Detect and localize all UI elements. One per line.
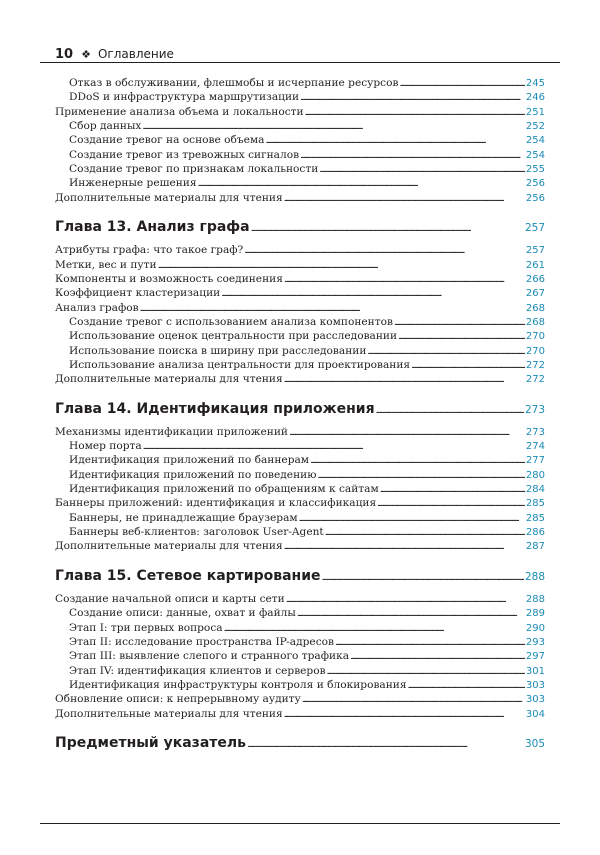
toc-section-entry <box>55 496 545 510</box>
toc-leader-dots <box>411 358 525 373</box>
toc-subsection-entry <box>69 678 545 692</box>
toc-entry-title: Атрибуты графа: что такое граф? <box>55 244 244 257</box>
toc-page-number: 304 <box>525 708 545 720</box>
toc-entry-title: Дополнительные материалы для чтения <box>55 540 283 553</box>
toc-page-number: 261 <box>525 259 545 271</box>
toc-leader-dots <box>221 286 525 301</box>
toc-subsection-entry <box>69 621 545 635</box>
toc-leader-dots <box>198 176 525 191</box>
toc-page-number: 270 <box>525 331 545 343</box>
toc-page-number: 268 <box>525 302 545 314</box>
toc-leader-dots <box>140 301 525 316</box>
toc-subsection-entry <box>69 162 545 176</box>
toc-chapter-heading <box>55 398 545 420</box>
toc-entry-title: Дополнительные материалы для чтения <box>55 373 283 386</box>
toc-leader-dots <box>143 439 525 454</box>
toc-entry-title: Отказ в обслуживании, флешмобы и исчерпание ресурсов <box>69 77 399 89</box>
toc-page-number: 277 <box>525 455 545 467</box>
toc-page-number: 280 <box>525 469 545 481</box>
toc-leader-dots <box>284 191 525 206</box>
toc-leader-dots <box>376 398 524 422</box>
toc-leader-dots <box>380 482 525 497</box>
toc-leader-dots <box>265 133 524 148</box>
toc-leader-dots <box>158 258 525 273</box>
toc-entry-title: Глава 13. Анализ графа <box>55 219 250 236</box>
toc-leader-dots <box>284 539 525 554</box>
toc-leader-dots <box>317 468 524 483</box>
toc-leader-dots <box>377 496 525 511</box>
toc-page-number: 286 <box>525 527 545 539</box>
toc-page-number: 254 <box>525 149 545 161</box>
toc-page-number: 285 <box>525 498 545 510</box>
toc-leader-dots <box>302 692 525 707</box>
toc-chapter-heading <box>55 216 545 238</box>
toc-subsection-entry <box>69 90 545 104</box>
toc-page-number: 284 <box>525 484 545 496</box>
toc-leader-dots <box>398 329 525 344</box>
toc-entry-title: Глава 14. Идентификация приложения <box>55 400 375 417</box>
toc-page-number: 272 <box>525 359 545 371</box>
toc-page-number: 256 <box>525 192 545 204</box>
toc-page-number: 290 <box>525 622 545 634</box>
toc-leader-dots <box>305 105 525 120</box>
toc-leader-dots <box>300 90 525 105</box>
toc-section-entry <box>55 301 545 315</box>
toc-page-number: 285 <box>525 512 545 524</box>
toc-leader-dots <box>284 707 525 722</box>
toc-page-number: 293 <box>525 636 545 648</box>
toc-page-number: 301 <box>525 665 545 677</box>
toc-subsection-entry <box>69 649 545 663</box>
toc-section-entry <box>55 258 545 272</box>
toc-section-entry <box>55 286 545 300</box>
toc-entry-title: Создание тревог на основе объема <box>69 134 265 147</box>
toc-page-number: 305 <box>524 737 545 750</box>
toc-page-number: 251 <box>525 106 545 118</box>
toc-entry-title: Компоненты и возможность соединения <box>55 272 283 285</box>
toc-page-number: 252 <box>525 121 545 133</box>
toc-leader-dots <box>297 606 525 621</box>
toc-page-number: 255 <box>525 164 545 176</box>
toc-entry-title: Предметный указатель <box>55 734 246 751</box>
toc-leader-dots <box>335 635 525 650</box>
toc-entry-title: Создание тревог из тревожных сигналов <box>69 148 300 161</box>
toc-page-number: 256 <box>525 178 545 190</box>
toc-page-number: 270 <box>525 345 545 357</box>
toc-leader-dots <box>367 344 525 359</box>
toc-subsection-entry <box>69 525 545 539</box>
toc-entry-title: Этап II: исследование пространства IP-адресов <box>69 635 334 648</box>
toc-page-number: 257 <box>524 222 545 235</box>
toc-page-number: 303 <box>525 694 545 706</box>
toc-subsection-entry <box>69 606 545 620</box>
ornament-icon: ❖ <box>81 48 91 61</box>
toc-leader-dots <box>300 148 525 163</box>
toc-entry-title: Использование оценок центральности при расследовании <box>69 330 398 343</box>
toc-leader-dots <box>399 76 524 91</box>
toc-entry-title: Баннеры веб-клиентов: заголовок User-Agent <box>69 526 324 539</box>
toc-entry-title: Анализ графов <box>55 301 139 314</box>
toc-entry-title: Механизмы идентификации приложений <box>55 425 288 438</box>
toc-entry-title: DDoS и инфраструктура маршрутизации <box>69 91 300 104</box>
toc-entry-title: Применение анализа объема и локальности <box>55 105 304 118</box>
toc-page-number: 287 <box>525 541 545 553</box>
toc-leader-dots <box>251 216 524 240</box>
toc-leader-dots <box>350 649 525 664</box>
toc-page-number: 288 <box>525 593 545 605</box>
toc-leader-dots <box>289 425 525 440</box>
toc-page-number: 268 <box>525 316 545 328</box>
toc-subsection-entry <box>69 482 545 496</box>
toc-page-number: 257 <box>525 245 545 257</box>
toc-page-number: 254 <box>525 135 545 147</box>
toc-entry-title: Идентификация приложений по баннерам <box>69 454 310 467</box>
toc-section-entry <box>55 539 545 553</box>
running-header <box>55 46 545 62</box>
toc-entry-title: Этап III: выявление слепого и странного трафика <box>69 650 350 663</box>
toc-page-number: 273 <box>525 426 545 438</box>
toc-subsection-entry <box>69 439 545 453</box>
toc-section-entry <box>55 707 545 721</box>
toc-page-number: 274 <box>525 441 545 452</box>
toc-entry-title: Дополнительные материалы для чтения <box>55 707 283 720</box>
toc-subsection-entry <box>69 133 545 147</box>
toc-section-entry <box>55 105 545 119</box>
toc-subsection-entry <box>69 315 545 329</box>
toc-leader-dots <box>310 453 525 468</box>
toc-section-entry <box>55 425 545 439</box>
toc-entry-title: Коэффициент кластеризации <box>55 287 221 300</box>
toc-entry-title: Баннеры приложений: идентификация и классификация <box>55 497 377 510</box>
toc-entry-title: Идентификация инфраструктуры контроля и блокирования <box>69 678 407 691</box>
toc-entry-title: Идентификация приложений по поведению <box>69 468 317 481</box>
toc-leader-dots <box>284 272 525 287</box>
toc-page-number: 288 <box>524 570 545 583</box>
toc-subsection-entry <box>69 635 545 649</box>
toc-chapter-heading <box>55 565 545 587</box>
toc-leader-dots <box>224 621 525 636</box>
toc-leader-dots <box>244 243 525 258</box>
toc-page-number: 246 <box>525 92 545 104</box>
toc-leader-dots <box>142 119 525 134</box>
toc-leader-dots <box>322 565 524 589</box>
toc-leader-dots <box>327 664 525 679</box>
toc-subsection-entry <box>69 358 545 372</box>
toc-leader-dots <box>325 525 525 540</box>
toc-entry-title: Обновление описи: к непрерывному аудиту <box>55 693 301 706</box>
toc-chapter-heading <box>55 732 545 754</box>
toc-subsection-entry <box>69 453 545 467</box>
toc-entry-title: Создание тревог с использованием анализа компонентов <box>69 315 393 328</box>
toc-leader-dots <box>286 592 525 607</box>
toc-subsection-entry <box>69 76 545 90</box>
toc-entry-title: Этап I: три первых вопроса <box>69 621 223 634</box>
toc-entry-title: Создание описи: данные, охват и файлы <box>69 607 296 620</box>
toc-subsection-entry <box>69 329 545 343</box>
toc-subsection-entry <box>69 344 545 358</box>
toc-entry-title: Создание тревог по признакам локальности <box>69 163 319 176</box>
toc-section-entry <box>55 692 545 706</box>
page-number: 10 <box>55 47 74 62</box>
toc-section-entry <box>55 272 545 286</box>
toc-page-number: 289 <box>525 608 545 620</box>
toc-section-entry <box>55 372 545 386</box>
toc-leader-dots <box>299 511 525 526</box>
toc-subsection-entry <box>69 468 545 482</box>
toc-entry-title: Этап IV: идентификация клиентов и серверов <box>69 664 326 677</box>
toc-leader-dots <box>394 315 525 330</box>
toc-subsection-entry <box>69 664 545 678</box>
toc-page-number: 273 <box>524 403 545 416</box>
toc-entry-title: Глава 15. Сетевое картирование <box>55 567 321 584</box>
toc-section-entry <box>55 243 545 257</box>
toc-entry-title: Создание начальной описи и карты сети <box>55 592 285 605</box>
toc-page-number: 266 <box>525 273 545 285</box>
toc-page-number: 267 <box>525 288 545 300</box>
toc-subsection-entry <box>69 511 545 525</box>
toc-entry-title: Метки, вес и пути <box>55 258 157 271</box>
toc-entry-title: Номер порта <box>69 440 142 452</box>
header-rule <box>40 62 560 63</box>
toc-entry-title: Идентификация приложений по обращениям к сайтам <box>69 483 379 496</box>
toc-entry-title: Использование анализа центральности для проектирования <box>69 358 411 371</box>
toc-page-number: 303 <box>525 679 545 691</box>
toc-entry-title: Баннеры, не принадлежащие браузерам <box>69 511 298 524</box>
running-title: Оглавление <box>97 47 174 61</box>
footer-rule <box>40 823 560 824</box>
toc-leader-dots <box>408 678 525 693</box>
toc-section-entry <box>55 592 545 606</box>
toc-entry-title: Использование поиска в ширину при расследовании <box>69 344 367 357</box>
toc-page-number: 297 <box>525 651 545 663</box>
toc-leader-dots <box>247 732 524 756</box>
toc-page-number: 272 <box>525 374 545 386</box>
toc-subsection-entry <box>69 119 545 133</box>
toc-entry-title: Дополнительные материалы для чтения <box>55 191 283 204</box>
toc-subsection-entry <box>69 176 545 190</box>
toc-section-entry <box>55 191 545 205</box>
toc-leader-dots <box>284 372 525 387</box>
toc-entry-title: Сбор данных <box>69 120 142 133</box>
toc-entry-title: Инженерные решения <box>69 177 197 190</box>
toc-subsection-entry <box>69 148 545 162</box>
toc-page-number: 245 <box>525 78 545 89</box>
toc-leader-dots <box>319 162 525 177</box>
